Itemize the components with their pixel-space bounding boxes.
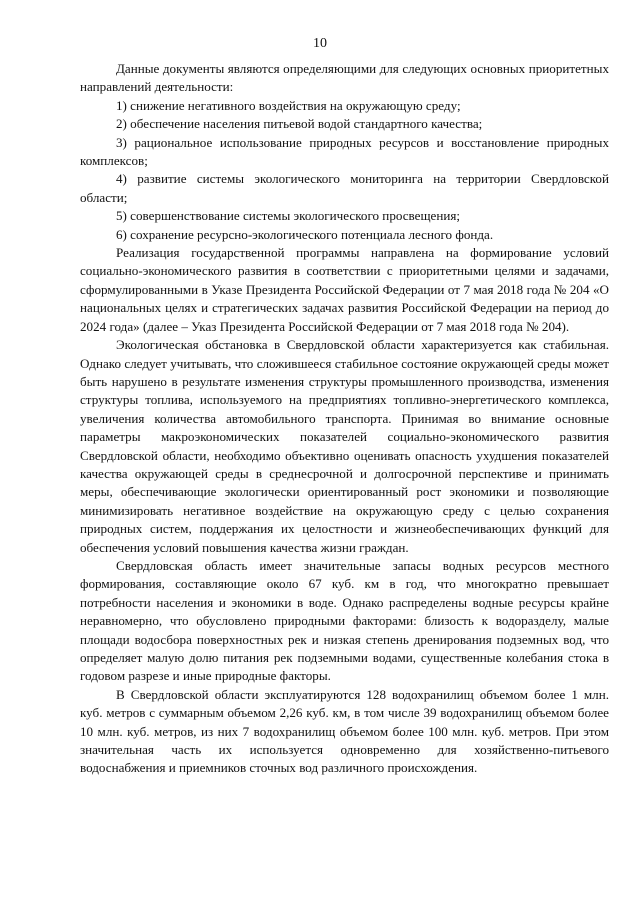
list-item: 6) сохранение ресурсно-экологического потенциала лесного фонда.	[116, 226, 494, 242]
list-item: 4) развитие системы экологического мониторинга на территории Свердловской области;	[80, 171, 609, 205]
paragraph-program: Реализация государственной программы направлена на формирование условий социально-экономического развития в соответствии с приоритетными целями и задачами, сформулированными в Указе Президента Российской Федерации от 7 мая 2018 года № 204 «О национальных целях и стратегических задачах развития Российской Федерации на период до 2024 года» (далее – Указ Президента Российской Федерации от 7 мая 2018 года № 204).	[80, 245, 609, 334]
paragraph-ecology: Экологическая обстановка в Свердловской области характеризуется как стабильная. Однако следует учитывать, что сложившееся стабильное состояние окружающей среды может быть нарушено в результате изменения структуры промышленного производства, изменения структуры топлива, используемого на предприятиях топливно-энергетического комплекса, увеличения количества автомобильного транспорта. Принимая во внимание основные параметры макроэкономических показателей социально-экономического развития Свердловской области, необходимо объективно оценивать опасность ухудшения показателей качества окружающей среды в среднесрочной и долгосрочной перспективе и принимать меры, обеспечивающие экологически ориентированный рост экономики и позволяющие минимизировать негативное воздействие на окружающую среду с целью сохранения природных систем, поддержания их целостности и жизнеобеспечивающих функций для обеспечения условий повышения качества жизни граждан.	[80, 337, 609, 555]
paragraph-reservoirs: В Свердловской области эксплуатируются 128 водохранилищ объемом более 1 млн. куб. метров с суммарным объемом 2,26 куб. км, в том числе 39 водохранилищ объемом более 10 млн. куб. метров, из них 7 водохранилищ объемом более 100 млн. куб. метров. При этом значительная часть их используется одновременно для хозяйственно-питьевого водоснабжения и приемников сточных вод различного происхождения.	[80, 686, 609, 776]
list-item: 5) совершенствование системы экологического просвещения;	[116, 208, 461, 224]
page-number: 10	[313, 36, 327, 51]
paragraph-water-resources: Свердловская область имеет значительные запасы водных ресурсов местного формирования, составляющие около 67 куб. км в год, что многократно превышает потребности населения и экономики в воде. Однако распределены водные ресурсы крайне неравномерно, что обусловлено природными факторами: близость к водоразделу, малые площади водосбора поверхностных рек и низкая степень дренирования подземных вод, что определяет малую долю питания рек подземными водами, существенные колебания стока в годовом разрезе и иные природные факторы.	[80, 557, 609, 684]
list-item: 3) рациональное использование природных ресурсов и восстановление природных комплексов;	[80, 134, 609, 169]
list-item: 1) снижение негативного воздействия на окружающую среду;	[116, 97, 461, 113]
document-body	[80, 60, 609, 778]
paragraph-intro: Данные документы являются определяющими для следующих основных приоритетных направлений деятельности:	[80, 61, 609, 95]
list-item: 2) обеспечение населения питьевой водой стандартного качества;	[116, 116, 483, 132]
